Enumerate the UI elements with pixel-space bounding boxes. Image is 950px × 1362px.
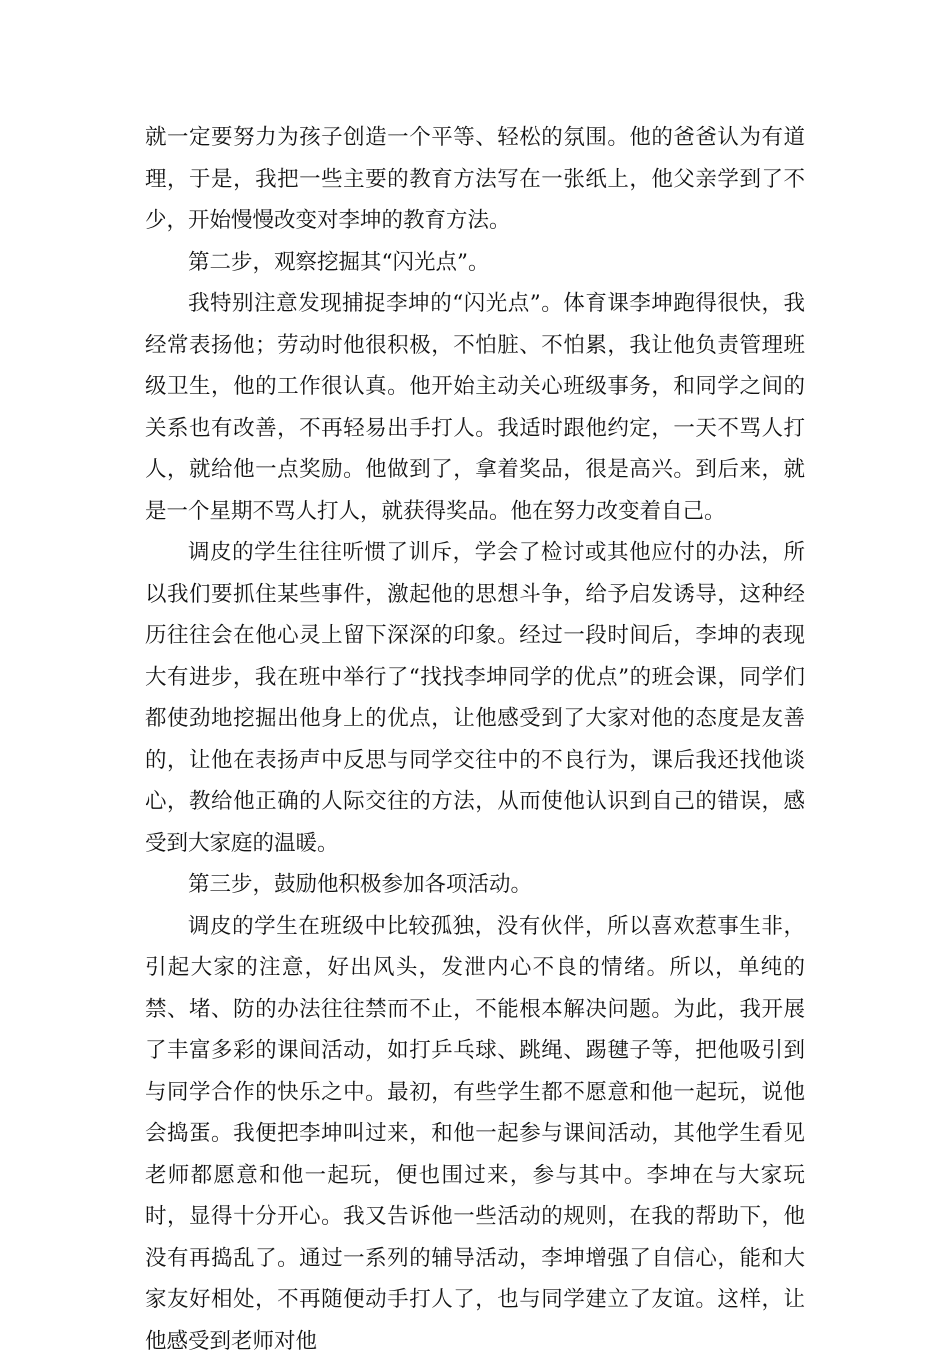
paragraph-activities: 调皮的学生在班级中比较孤独，没有伙伴，所以喜欢惹事生非，引起大家的注意，好出风头，发泄内心不良的情绪。所以，单纯的禁、堵、防的办法往往禁而不止，不能根本解决问题。为此，我开展了丰富多彩的课间活动，如打乒乓球、跳绳、踢毽子等，把他吸引到与同学合作的快乐之中。最初，有些学生都不愿意和他一起玩，说他会捣蛋。我便把李坤叫过来，和他一起参与课间活动，其他学生看见老师都愿意和他一起玩，便也围过来，参与其中。李坤在与大家玩时，显得十分开心。我又告诉他一些活动的规则，在我的帮助下，他没有再捣乱了。通过一系列的辅导活动，李坤增强了自信心，能和大家友好相处，不再随便动手打人了，也与同学建立了友谊。这样，让他感受到老师对他 — [145, 906, 805, 1362]
paragraph-intro-continuation: 就一定要努力为孩子创造一个平等、轻松的氛围。他的爸爸认为有道理，于是，我把一些主要的教育方法写在一张纸上，他父亲学到了不少，开始慢慢改变对李坤的教育方法。 — [145, 117, 805, 242]
paragraph-class-meeting: 调皮的学生往往听惯了训斥，学会了检讨或其他应付的办法，所以我们要抓住某些事件，激起他的思想斗争，给予启发诱导，这种经历往往会在他心灵上留下深深的印象。经过一段时间后，李坤的表现大有进步，我在班中举行了“找找李坤同学的优点”的班会课，同学们都使劲地挖掘出他身上的优点，让他感受到了大家对他的态度是友善的，让他在表扬声中反思与同学交往中的不良行为，课后我还找他谈心，教给他正确的人际交往的方法，从而使他认识到自己的错误，感受到大家庭的温暖。 — [145, 532, 805, 864]
paragraph-highlights: 我特别注意发现捕捉李坤的“闪光点”。体育课李坤跑得很快，我经常表扬他；劳动时他很积极，不怕脏、不怕累，我让他负责管理班级卫生，他的工作很认真。他开始主动关心班级事务，和同学之间的关系也有改善，不再轻易出手打人。我适时跟他约定，一天不骂人打人，就给他一点奖励。他做到了，拿着奖品，很是高兴。到后来，就是一个星期不骂人打人，就获得奖品。他在努力改变着自己。 — [145, 283, 805, 532]
heading-step-two: 第二步，观察挖掘其“闪光点”。 — [145, 242, 805, 284]
document-body — [145, 117, 805, 1362]
heading-step-three: 第三步，鼓励他积极参加各项活动。 — [145, 864, 805, 906]
